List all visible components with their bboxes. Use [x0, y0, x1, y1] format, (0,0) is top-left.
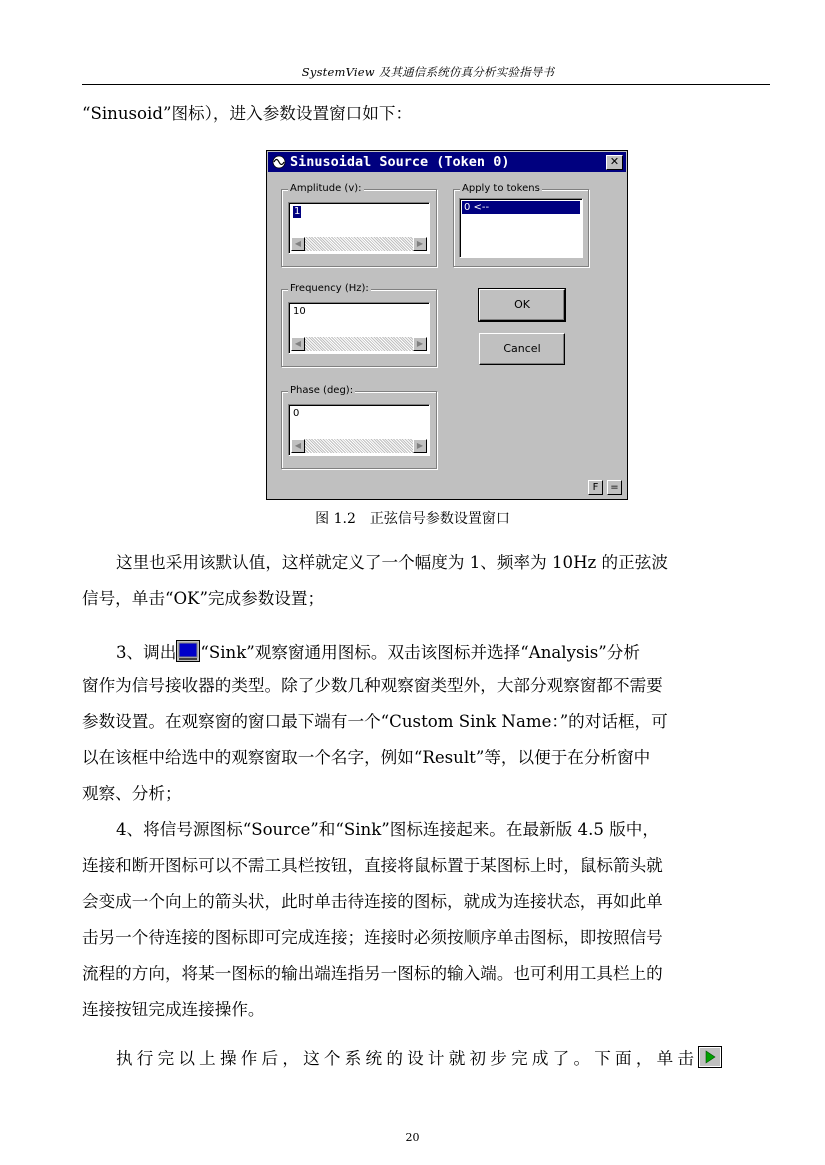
phase-label: Phase (deg):: [290, 385, 354, 396]
equals-button[interactable]: =: [607, 480, 622, 495]
paragraph-line: 这里也采用该默认值，这样就定义了一个幅度为 1、频率为 10Hz 的正弦波: [116, 553, 668, 572]
intro-line: “Sinusoid”图标），进入参数设置窗口如下：: [82, 104, 413, 123]
phase-value: 0: [293, 408, 300, 419]
sinusoidal-source-dialog: [266, 150, 628, 500]
paragraph-line: 连接和断开图标可以不需工具栏按钮，直接将鼠标置于某图标上时，鼠标箭头就: [82, 856, 663, 875]
running-header: SystemView 及其通信系统仿真分析实验指导书: [301, 65, 555, 79]
dialog-title: Sinusoidal Source (Token 0): [290, 154, 510, 170]
scroll-right-arrow-icon[interactable]: ▶: [413, 237, 427, 251]
run-icon: [698, 1046, 722, 1068]
token-list-item[interactable]: 0 <--: [462, 201, 580, 214]
figure-caption: 图 1.2 正弦信号参数设置窗口: [315, 511, 510, 527]
step3-text: “Sink”观察窗通用图标。双击该图标并选择“Analysis”分析: [200, 643, 640, 662]
scroll-left-arrow-icon[interactable]: ◀: [291, 439, 305, 453]
amplitude-field[interactable]: [288, 202, 430, 254]
dialog-titlebar[interactable]: [268, 152, 626, 172]
apply-to-tokens-label: Apply to tokens: [462, 183, 540, 194]
f-button[interactable]: F: [588, 480, 603, 495]
phase-scrollbar[interactable]: [291, 439, 427, 453]
amplitude-scrollbar[interactable]: [291, 237, 427, 251]
paragraph-line: 信号，单击“OK”完成参数设置；: [82, 589, 325, 608]
apply-to-tokens-group: [453, 183, 589, 267]
phase-field[interactable]: [288, 404, 430, 456]
frequency-value: 10: [293, 306, 306, 317]
source-icon: [272, 155, 286, 169]
scroll-left-arrow-icon[interactable]: ◀: [291, 237, 305, 251]
sink-icon: [176, 640, 200, 662]
header-rule: [82, 84, 770, 85]
paragraph-line: 4、将信号源图标“Source”和“Sink”图标连接起来。在最新版 4.5 版中，: [116, 820, 659, 839]
paragraph-line: [116, 1046, 806, 1069]
paragraph-line: 击另一个待连接的图标即可完成连接；连接时必须按顺序单击图标，即按照信号: [82, 928, 663, 947]
scroll-right-arrow-icon[interactable]: ▶: [413, 439, 427, 453]
amplitude-group: [281, 183, 437, 267]
scroll-right-arrow-icon[interactable]: ▶: [413, 337, 427, 351]
frequency-label: Frequency (Hz):: [290, 283, 369, 294]
scroll-left-arrow-icon[interactable]: ◀: [291, 337, 305, 351]
cancel-button[interactable]: Cancel: [479, 333, 565, 365]
amplitude-label: Amplitude (v):: [290, 183, 362, 194]
paragraph-line: 参数设置。在观察窗的窗口最下端有一个“Custom Sink Name：”的对话框，可: [82, 712, 668, 731]
paragraph-line: 流程的方向，将某一图标的输出端连指另一图标的输入端。也可利用工具栏上的: [82, 964, 663, 983]
ok-button[interactable]: OK: [479, 289, 565, 321]
tokens-list[interactable]: [459, 198, 583, 258]
paragraph-line: 连接按钮完成连接操作。: [82, 1000, 265, 1019]
step3-prefix: 3、调出: [116, 643, 177, 662]
paragraph-line: 以在该框中给选中的观察窗取一个名字，例如“Result”等，以便于在分析窗中: [82, 748, 651, 767]
paragraph-line: 会变成一个向上的箭头状，此时单击待连接的图标，就成为连接状态，再如此单: [82, 892, 663, 911]
paragraph-line: [116, 640, 806, 663]
paragraph-line: 窗作为信号接收器的类型。除了少数几种观察窗类型外，大部分观察窗都不需要: [82, 676, 663, 695]
page-number: 20: [405, 1131, 420, 1144]
paragraph-line: 观察、分析；: [82, 784, 182, 803]
close-button[interactable]: ✕: [606, 155, 623, 170]
frequency-scrollbar[interactable]: [291, 337, 427, 351]
amplitude-value: 1: [294, 206, 301, 217]
final-line-text: 执行完以上操作后，这个系统的设计就初步完成了。下面，单击: [116, 1049, 699, 1068]
phase-group: [281, 385, 437, 469]
frequency-group: [281, 283, 437, 367]
frequency-field[interactable]: [288, 302, 430, 354]
